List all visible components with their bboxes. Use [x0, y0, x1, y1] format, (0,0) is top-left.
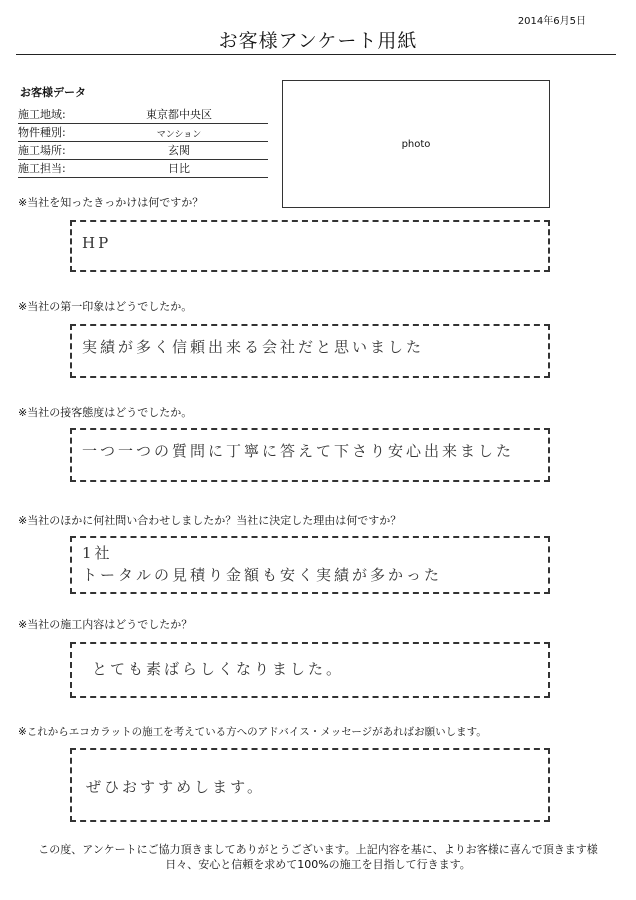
question-5: ※当社の施工内容はどうでしたか？: [18, 618, 193, 631]
answer-4: [70, 536, 550, 594]
title-divider: [16, 54, 616, 55]
answer-5-text: とても素ばらしくなりました。: [92, 660, 345, 678]
answer-2: [70, 324, 550, 378]
answer-4-line-2: トータルの見積り金額も安く実績が多かった: [82, 566, 443, 584]
row-key: 物件種別:: [18, 126, 66, 139]
question-1: ※当社を知ったきっかけは何ですか？: [18, 196, 204, 209]
customer-row-location: [18, 142, 268, 160]
question-2: ※当社の第一印象はどうでしたか。: [18, 300, 193, 313]
page-title: お客様アンケート用紙: [218, 30, 418, 52]
photo-placeholder: [282, 80, 550, 208]
row-value: マンション: [156, 130, 202, 140]
answer-4-line-1: 1社: [82, 544, 113, 562]
footer-message: [0, 842, 636, 872]
answer-6-text: ぜひおすすめします。: [86, 778, 265, 796]
row-key: 施工担当:: [18, 162, 66, 175]
answer-1-text: HP: [82, 234, 112, 252]
footer-line-2: 日々、安心と信頼を求めて100%の施工を目指して行きます。: [165, 858, 471, 871]
survey-date: 2014年6月5日: [517, 16, 586, 27]
row-value: 玄関: [168, 144, 190, 157]
answer-1: [70, 220, 550, 272]
answer-2-text: 実績が多く信頼出来る会社だと思いました: [82, 338, 425, 356]
row-value: 日比: [168, 162, 190, 175]
answer-3-text: 一つ一つの質問に丁寧に答えて下さり安心出来ました: [82, 442, 515, 460]
customer-row-area: [18, 106, 268, 124]
footer-line-1: この度、アンケートにご協力頂きましてありがとうございます。上記内容を基に、よりお客様に喜んで頂きます様: [38, 843, 598, 856]
customer-data-heading: お客様データ: [20, 86, 86, 99]
question-4: ※当社のほかに何社問い合わせしましたか？当社に決定した理由は何ですか？: [18, 514, 402, 527]
question-6: ※これからエコカラットの施工を考えている方へのアドバイス・メッセージがあればお願いします。: [18, 726, 487, 738]
customer-data-table: [18, 106, 268, 178]
row-key: 施工地域:: [18, 108, 66, 121]
question-3: ※当社の接客態度はどうでしたか。: [18, 406, 193, 419]
customer-row-property-type: [18, 124, 268, 142]
answer-5: [70, 642, 550, 698]
answer-6: [70, 748, 550, 822]
answer-3: [70, 428, 550, 482]
photo-label: photo: [401, 138, 431, 150]
row-key: 施工場所:: [18, 144, 66, 157]
row-value: 東京都中央区: [146, 108, 212, 121]
customer-row-staff: [18, 160, 268, 178]
